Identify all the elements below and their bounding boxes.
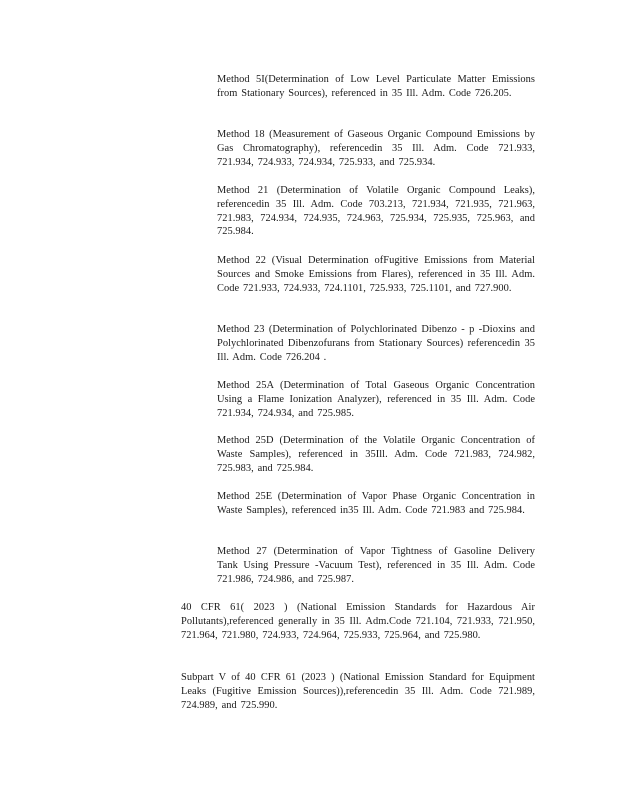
- method-27-paragraph: Method 27 (Determination of Vapor Tightness of Gasoline Delivery Tank Using Pressure -Vacuum Test), referenced in 35 Ill. Adm. Code 721.986, 724.986, and 725.987.: [217, 546, 535, 585]
- method-21-paragraph: Method 21 (Determination of Volatile Organic Compound Leaks), referencedin 35 Ill. Adm. Code 703.213, 721.934, 721.935, 721.963, 721.983, 724.934, 724.935, 724.963, 725.934, 725.935, 725.963, and 725.984.: [217, 185, 535, 238]
- cfr-61-paragraph: 40 CFR 61( 2023 ) (National Emission Standards for Hazardous Air Pollutants),referenced generally in 35 Ill. Adm.Code 721.104, 721.933, 721.950, 721.964, 721.980, 724.933, 724.964, 725.933, 725.964, and 725.980.: [181, 602, 535, 641]
- method-25d-paragraph: Method 25D (Determination of the Volatile Organic Concentration of Waste Samples), referenced in 35Ill. Adm. Code 721.983, 724.982, 725.983, and 725.984.: [217, 435, 535, 474]
- method-5i-paragraph: Method 5I(Determination of Low Level Particulate Matter Emissions from Stationary Sources), referenced in 35 Ill. Adm. Code 726.205.: [217, 74, 535, 99]
- method-23-paragraph: Method 23 (Determination of Polychlorinated Dibenzo - p -Dioxins and Polychlorinated Dibenzofurans from Stationary Sources) referencedin 35 Ill. Adm. Code 726.204 .: [217, 324, 535, 363]
- method-25a-paragraph: Method 25A (Determination of Total Gaseous Organic Concentration Using a Flame Ionization Analyzer), referenced in 35 Ill. Adm. Code 721.934, 724.934, and 725.985.: [217, 380, 535, 419]
- method-18-paragraph: Method 18 (Measurement of Gaseous Organic Compound Emissions by Gas Chromatography), referencedin 35 Ill. Adm. Code 721.933, 721.934, 724.933, 724.934, 725.933, and 725.934.: [217, 129, 535, 168]
- subpart-v-paragraph: Subpart V of 40 CFR 61 (2023 ) (National Emission Standard for Equipment Leaks (Fugitive Emission Sources)),referencedin 35 Ill. Adm. Code 721.989, 724.989, and 725.990.: [181, 672, 535, 711]
- method-25e-paragraph: Method 25E (Determination of Vapor Phase Organic Concentration in Waste Samples), referenced in35 Ill. Adm. Code 721.983 and 725.984.: [217, 491, 535, 516]
- method-22-paragraph: Method 22 (Visual Determination ofFugitive Emissions from Material Sources and Smoke Emissions from Flares), referenced in 35 Ill. Adm. Code 721.933, 724.933, 724.1101, 725.933, 725.1101, and 727.900.: [217, 255, 535, 294]
